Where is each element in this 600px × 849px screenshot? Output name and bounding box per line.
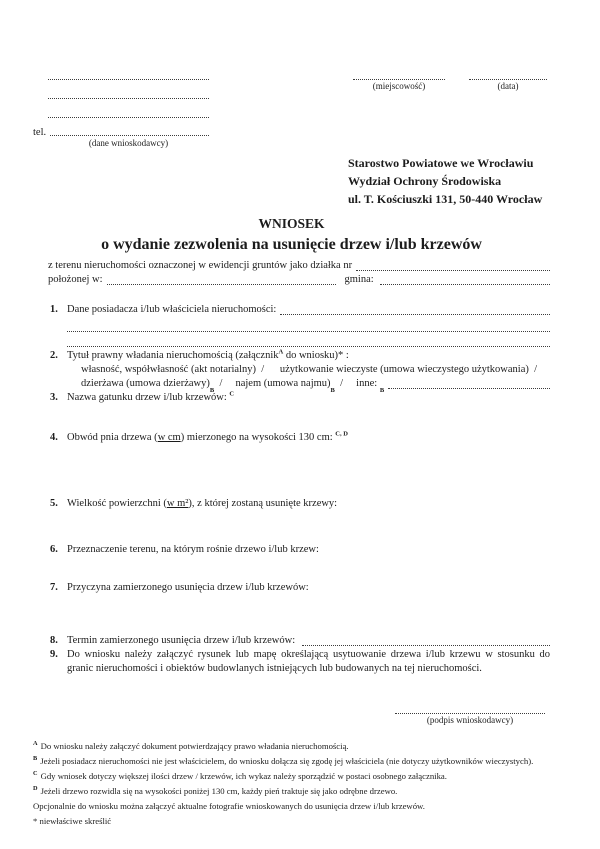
date-field: [469, 66, 547, 91]
telephone-fill-line: [50, 135, 209, 136]
item-3-label: Nazwa gatunku drzew i/lub krzewów:: [67, 392, 230, 403]
form-item-3: [50, 391, 550, 405]
option-dzierzawa: dzierżawa (umowa dzierżawy): [81, 378, 210, 389]
form-item-4: [50, 431, 550, 445]
footnote-b: [33, 754, 550, 769]
signature-caption: (podpis wnioskodawcy): [426, 715, 514, 725]
item-2-option-line-2: dzierżawa (umowa dzierżawy) B / najem (umowa najmu) B / inne: B: [67, 377, 550, 391]
footnote-ref-c: C: [229, 390, 235, 398]
item-9-label: Do wniosku należy załączyć rysunek lub mapę określającą usytuowanie drzewa i/lub krzewu w stosunku do granic nieruchomości i obiektów budowlanych istniejących lub budowanych na tej nieruchomości.: [67, 649, 550, 674]
item-5-unit: w m²: [166, 498, 189, 509]
item-5-number: 5.: [50, 498, 58, 509]
recipient-line-3: ul. T. Kościuszki 131, 50-440 Wrocław: [348, 192, 543, 206]
item-3-line: [67, 391, 550, 405]
item-1-fill-line-2: [67, 318, 550, 332]
footnote-ref-a: A: [278, 348, 284, 356]
applicant-caption: (dane wnioskodawcy): [88, 138, 169, 148]
footnote-c: [33, 769, 550, 784]
item-6-number: 6.: [50, 544, 58, 555]
footnote-a: [33, 739, 550, 754]
place-date-block: [353, 66, 547, 91]
option-najem: / najem (umowa najmu): [214, 378, 331, 389]
item-1-fill-line: [280, 314, 550, 315]
footnotes-block: [33, 739, 550, 829]
item-5-line: [67, 497, 550, 511]
item-8-label: Termin zamierzonego usunięcia drzew i/lub krzewów:: [67, 635, 298, 646]
item-1-line: [67, 303, 550, 317]
item-2-label: Tytuł prawny władania nieruchomością (załącznik: [67, 350, 279, 361]
item-2-number: 2.: [50, 350, 58, 361]
recipient-line-1: Starostwo Powiatowe we Wrocławiu: [348, 156, 534, 170]
recipient-line-2: Wydział Ochrony Środowiska: [348, 174, 502, 188]
form-item-1: [50, 303, 550, 347]
form-item-9: [50, 648, 550, 676]
item-1-fill-line-3: [67, 333, 550, 347]
footnote-asterisk-text: * niewłaściwe skreślić: [33, 816, 112, 826]
date-fill-line: [469, 66, 547, 80]
intro-line-2: [48, 273, 550, 287]
item-4-number: 4.: [50, 432, 58, 443]
item-8-fill-line: [302, 645, 550, 646]
form-item-5: [50, 497, 550, 511]
footnote-c-text: Gdy wniosek dotyczy większej ilości drzew / krzewów, ich wykaz należy sporządzić w postaci osobnego załącznika.: [40, 771, 447, 781]
form-item-6: [50, 543, 550, 557]
signature-fill-line: [395, 700, 545, 714]
item-6-label: Przeznaczenie terenu, na którym rośnie drzewo i/lub krzew:: [67, 544, 319, 555]
applicant-fill-line-3: [48, 104, 209, 118]
item-5-label: Wielkość powierzchni (: [67, 498, 167, 509]
item-8-number: 8.: [50, 635, 58, 646]
item-2-option-line-1: własność, współwłasność (akt notarialny) / użytkowanie wieczyste (umowa wieczystego użytkowania) /: [81, 364, 538, 375]
place-field: [353, 66, 445, 91]
applicant-data-block: [33, 66, 209, 149]
footnote-d-marker: D: [33, 785, 38, 793]
applicant-fill-line-1: [48, 66, 209, 80]
footnote-a-text: Do wniosku należy załączyć dokument potwierdzający prawo władania nieruchomością.: [40, 741, 349, 751]
footnote-optional: [33, 799, 550, 814]
intro-text: z terenu nieruchomości oznaczonej w ewidencji gruntów jako działka nr: [48, 260, 353, 271]
header-top-row: [33, 66, 550, 149]
footnote-d: [33, 784, 550, 799]
item-2-line-1: [67, 349, 550, 363]
item-4-unit: w cm: [157, 432, 181, 443]
footnote-d-text: Jeżeli drzewo rozwidla się na wysokości poniżej 130 cm, każdy pień traktuje się jako odrębne drzewo.: [40, 786, 398, 796]
intro-line-1: [48, 259, 550, 273]
footnote-optional-text: Opcjonalnie do wniosku można załączyć aktualne fotografie wnioskowanych do usunięcia drzew i/lub krzewów.: [33, 801, 425, 811]
signature-block: [395, 700, 545, 725]
option-inne: / inne:: [334, 378, 380, 389]
date-caption: (data): [497, 81, 519, 91]
document-subtitle: o wydanie zezwolenia na usunięcie drzew i/lub krzewów: [101, 236, 482, 253]
recipient-address-block: [348, 154, 550, 208]
item-7-label: Przyczyna zamierzonego usunięcia drzew i/lub krzewów:: [67, 582, 309, 593]
form-item-7: [50, 581, 550, 595]
item-2-inne-fill-line: [388, 388, 550, 389]
gmina-fill-line: [380, 284, 550, 285]
footnote-b-text: Jeżeli posiadacz nieruchomości nie jest właścicielem, do wniosku dołącza się zgodę jej właściciela (nie dotyczy użytkowników wieczystych).: [40, 756, 534, 766]
item-5-label-cont: ), z której zostaną usunięte krzewy:: [188, 498, 338, 509]
item-4-label: Obwód pnia drzewa (: [67, 432, 158, 443]
telephone-row: [33, 123, 209, 138]
footnote-b-marker: B: [33, 755, 38, 763]
footnote-ref-cd: C, D: [335, 430, 348, 438]
item-8-line: [67, 634, 550, 648]
form-item-2: [50, 348, 550, 394]
item-1-number: 1.: [50, 304, 58, 315]
item-9-number: 9.: [50, 649, 58, 660]
item-1-label: Dane posiadacza i/lub właściciela nieruchomości:: [67, 304, 277, 315]
telephone-label: tel.: [33, 127, 47, 138]
item-4-line: [67, 431, 550, 445]
form-item-8: [50, 634, 550, 648]
intro-block: [48, 259, 550, 287]
form-items: [50, 303, 550, 676]
applicant-fill-line-2: [48, 85, 209, 99]
footnote-a-marker: A: [33, 740, 38, 748]
item-3-number: 3.: [50, 392, 58, 403]
document-title: WNIOSEK: [258, 216, 325, 231]
located-label: położonej w:: [48, 274, 103, 285]
place-fill-line: [353, 66, 445, 80]
located-fill-line: [107, 284, 337, 285]
item-4-label-cont: ) mierzonego na wysokości 130 cm:: [180, 432, 336, 443]
item-2-label-cont: do wniosku)* :: [283, 350, 349, 361]
item-7-number: 7.: [50, 582, 58, 593]
footnote-asterisk: [33, 814, 550, 829]
gmina-label: gmina:: [344, 274, 374, 285]
footnote-c-marker: C: [33, 770, 38, 778]
place-caption: (miejscowość): [372, 81, 426, 91]
parcel-number-fill-line: [356, 270, 550, 271]
